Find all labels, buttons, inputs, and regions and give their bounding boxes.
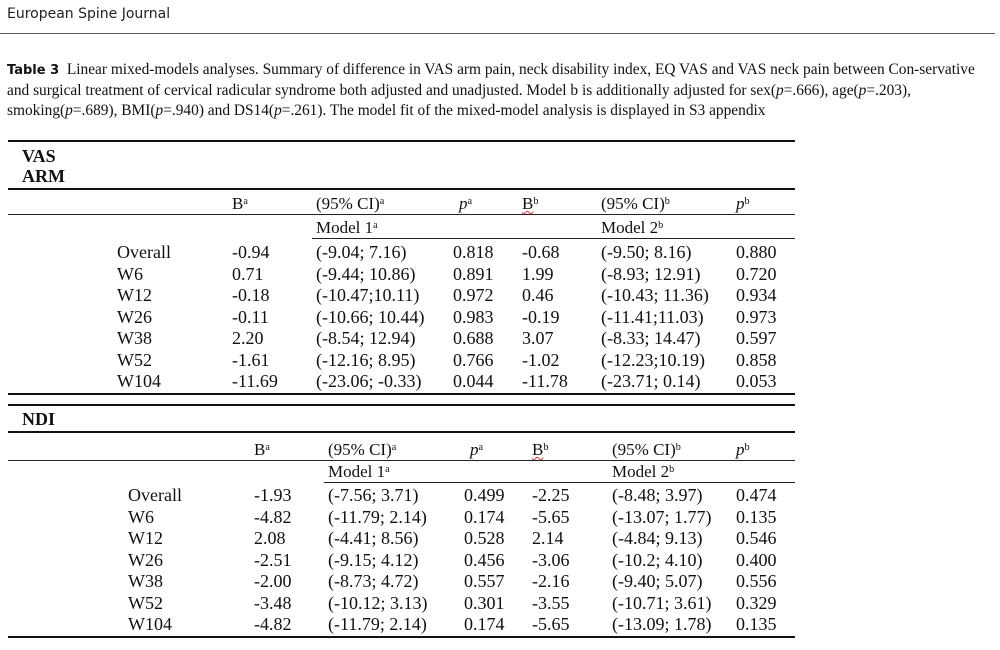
b-model2-cell: -3.55 bbox=[532, 592, 570, 613]
col-b-model1-text: B bbox=[232, 194, 244, 213]
section-title: NDI bbox=[22, 409, 56, 429]
row-label: W12 bbox=[128, 528, 163, 548]
caption-text: =.203), smoking( bbox=[7, 82, 911, 119]
ci-model1-cell: (-8.73; 4.72) bbox=[328, 571, 419, 591]
col-b-model2 bbox=[522, 194, 538, 217]
ci-model1-cell: (-9.44; 10.86) bbox=[316, 263, 416, 284]
b-model2-cell: -0.68 bbox=[522, 242, 560, 262]
p-model2-cell: 0.597 bbox=[736, 328, 777, 348]
caption-p-symbol: p bbox=[858, 82, 867, 99]
row-label: W12 bbox=[117, 285, 152, 305]
col-ci-model1-superscript: a bbox=[379, 196, 385, 208]
ci-model2-cell: (-9.50; 8.16) bbox=[601, 242, 692, 262]
col-b-model2-superscript: b bbox=[533, 196, 539, 208]
caption-text: =.940) and DS14( bbox=[163, 102, 275, 119]
p-model1-cell: 0.174 bbox=[464, 506, 505, 527]
b-model2-cell: 0.46 bbox=[522, 285, 554, 305]
ci-model1-cell: (-9.15; 4.12) bbox=[328, 549, 419, 570]
caption-p-symbol: p bbox=[65, 102, 73, 119]
p-model1-cell: 0.528 bbox=[464, 528, 505, 548]
col-p-model2-text: p bbox=[736, 194, 745, 213]
caption-text: =.689), BMI( bbox=[72, 102, 156, 119]
p-model2-cell: 0.546 bbox=[736, 528, 777, 548]
b-model1-cell: -3.48 bbox=[254, 592, 292, 613]
b-model2-cell: 2.14 bbox=[532, 528, 564, 548]
row-label: W52 bbox=[128, 592, 163, 613]
p-model2-cell: 0.135 bbox=[736, 506, 777, 527]
col-ci-model1 bbox=[316, 194, 384, 217]
b-model2-cell: -5.65 bbox=[532, 506, 570, 527]
p-model2-cell: 0.880 bbox=[736, 242, 777, 262]
ci-model1-cell: (-7.56; 3.71) bbox=[328, 485, 419, 505]
col-ci-model1 bbox=[328, 440, 396, 463]
col-b-model1-superscript: a bbox=[265, 442, 270, 454]
section-title: ARM bbox=[22, 166, 65, 186]
ci-model1-cell: (-4.41; 8.56) bbox=[328, 528, 419, 548]
p-model1-cell: 0.983 bbox=[453, 306, 494, 327]
ci-model2-cell: (-4.84; 9.13) bbox=[612, 528, 703, 548]
col-p-model1-superscript: a bbox=[467, 196, 473, 208]
row-label: W26 bbox=[128, 549, 163, 570]
model2-heading-text: Model 2 bbox=[601, 218, 659, 237]
p-model1-cell: 0.972 bbox=[453, 285, 494, 305]
caption-label: Table 3 bbox=[7, 63, 60, 78]
ci-model1-cell: (-8.54; 12.94) bbox=[316, 328, 416, 348]
b-model1-cell: -11.69 bbox=[232, 371, 278, 391]
ci-model1-cell: (-23.06; -0.33) bbox=[316, 371, 422, 391]
b-model1-cell: 2.20 bbox=[232, 328, 264, 348]
b-model2-cell: -5.65 bbox=[532, 614, 570, 634]
b-model1-cell: -0.18 bbox=[232, 285, 270, 305]
ci-model2-cell: (-8.93; 12.91) bbox=[601, 263, 701, 284]
row-label: Overall bbox=[128, 485, 182, 505]
model1-heading-text: Model 1 bbox=[328, 462, 386, 481]
b-model1-cell: -4.82 bbox=[254, 614, 292, 634]
caption-text: =.666), age( bbox=[783, 82, 859, 99]
ci-model1-cell: (-9.04; 7.16) bbox=[316, 242, 407, 262]
table-rule bbox=[8, 393, 795, 395]
p-model2-cell: 0.934 bbox=[736, 285, 777, 305]
table-rule bbox=[8, 431, 795, 433]
col-p-model2 bbox=[736, 194, 750, 217]
p-model2-cell: 0.556 bbox=[736, 571, 777, 591]
ci-model1-cell: (-12.16; 8.95) bbox=[316, 349, 416, 370]
model2-heading bbox=[612, 462, 674, 485]
b-model1-cell: 0.71 bbox=[232, 263, 264, 284]
row-label: W38 bbox=[128, 571, 163, 591]
model1-heading bbox=[316, 218, 378, 241]
row-label: W104 bbox=[128, 614, 172, 634]
ci-model1-cell: (-11.79; 2.14) bbox=[328, 614, 427, 634]
row-label: W104 bbox=[117, 371, 161, 391]
ci-model2-cell: (-23.71; 0.14) bbox=[601, 371, 701, 391]
model1-heading bbox=[328, 462, 390, 485]
b-model2-cell: -1.02 bbox=[522, 349, 560, 370]
caption-p-symbol: p bbox=[776, 82, 784, 99]
ci-model1-cell: (-10.47;10.11) bbox=[316, 285, 420, 305]
p-model1-cell: 0.044 bbox=[453, 371, 494, 391]
col-p-model2-superscript: b bbox=[744, 196, 750, 208]
p-model1-cell: 0.174 bbox=[464, 614, 505, 634]
table-rule bbox=[8, 140, 795, 142]
ci-model1-cell: (-11.79; 2.14) bbox=[328, 506, 427, 527]
model2-heading-text: Model 2 bbox=[612, 462, 670, 481]
row-label: Overall bbox=[117, 242, 171, 262]
model1-heading-superscript: a bbox=[385, 464, 390, 476]
journal-name: European Spine Journal bbox=[7, 6, 171, 22]
ci-model2-cell: (-10.43; 11.36) bbox=[601, 285, 709, 305]
col-p-model2-superscript: b bbox=[744, 442, 750, 454]
ci-model2-cell: (-12.23;10.19) bbox=[601, 349, 705, 370]
b-model1-cell: 2.08 bbox=[254, 528, 286, 548]
col-ci-model2-superscript: b bbox=[664, 196, 670, 208]
p-model2-cell: 0.858 bbox=[736, 349, 777, 370]
row-label: W6 bbox=[117, 263, 143, 284]
ci-model2-cell: (-10.71; 3.61) bbox=[612, 592, 712, 613]
model2-heading-superscript: b bbox=[669, 464, 675, 476]
section-title: VAS bbox=[22, 146, 56, 166]
col-b-model2-text: B bbox=[522, 194, 534, 213]
b-model1-cell: -1.61 bbox=[232, 349, 270, 370]
col-b-model2-superscript: b bbox=[543, 442, 549, 454]
table-rule bbox=[312, 238, 795, 239]
p-model1-cell: 0.688 bbox=[453, 328, 494, 348]
ci-model2-cell: (-9.40; 5.07) bbox=[612, 571, 703, 591]
caption-p-symbol: p bbox=[274, 102, 282, 119]
p-model1-cell: 0.499 bbox=[464, 485, 505, 505]
p-model1-cell: 0.891 bbox=[453, 263, 494, 284]
col-ci-model2 bbox=[601, 194, 670, 217]
p-model1-cell: 0.301 bbox=[464, 592, 505, 613]
b-model2-cell: -0.19 bbox=[522, 306, 560, 327]
ci-model1-cell: (-10.66; 10.44) bbox=[316, 306, 425, 327]
table-rule bbox=[324, 482, 795, 483]
ci-model2-cell: (-10.2; 4.10) bbox=[612, 549, 703, 570]
col-ci-model2-text: (95% CI) bbox=[612, 440, 676, 459]
table-rule bbox=[8, 404, 795, 406]
ci-model2-cell: (-13.07; 1.77) bbox=[612, 506, 712, 527]
col-p-model1 bbox=[459, 194, 472, 217]
p-model2-cell: 0.053 bbox=[736, 371, 777, 391]
model2-heading bbox=[601, 218, 663, 241]
p-model2-cell: 0.329 bbox=[736, 592, 777, 613]
b-model1-cell: -2.51 bbox=[254, 549, 292, 570]
col-b-model1 bbox=[232, 194, 248, 217]
caption-text: =.261). The model fit of the mixed-model analysis is displayed in S3 appendix bbox=[281, 102, 766, 119]
col-b-model1-superscript: a bbox=[243, 196, 248, 208]
model2-heading-superscript: b bbox=[658, 220, 664, 232]
b-model1-cell: -0.11 bbox=[232, 306, 269, 327]
col-b-model1-text: B bbox=[254, 440, 266, 459]
p-model2-cell: 0.400 bbox=[736, 549, 777, 570]
p-model1-cell: 0.456 bbox=[464, 549, 505, 570]
col-p-model2 bbox=[736, 440, 750, 463]
caption-p-symbol: p bbox=[155, 102, 164, 119]
col-p-model1 bbox=[470, 440, 483, 463]
p-model1-cell: 0.818 bbox=[453, 242, 494, 262]
model1-heading-text: Model 1 bbox=[316, 218, 374, 237]
col-b-model2-text: B bbox=[532, 440, 544, 459]
table-rule bbox=[8, 188, 795, 190]
col-b-model2 bbox=[532, 440, 548, 463]
model1-heading-superscript: a bbox=[373, 220, 378, 232]
b-model2-cell: -2.16 bbox=[532, 571, 570, 591]
ci-model2-cell: (-11.41;11.03) bbox=[601, 306, 704, 327]
col-ci-model2-superscript: b bbox=[675, 442, 681, 454]
p-model2-cell: 0.720 bbox=[736, 263, 777, 284]
ci-model2-cell: (-8.48; 3.97) bbox=[612, 485, 703, 505]
col-ci-model1-text: (95% CI) bbox=[316, 194, 380, 213]
col-ci-model1-text: (95% CI) bbox=[328, 440, 392, 459]
ci-model1-cell: (-10.12; 3.13) bbox=[328, 592, 428, 613]
col-p-model1-text: p bbox=[459, 194, 468, 213]
p-model2-cell: 0.474 bbox=[736, 485, 777, 505]
b-model2-cell: -3.06 bbox=[532, 549, 570, 570]
ci-model2-cell: (-8.33; 14.47) bbox=[601, 328, 701, 348]
row-label: W52 bbox=[117, 349, 152, 370]
b-model2-cell: 3.07 bbox=[522, 328, 554, 348]
b-model2-cell: 1.99 bbox=[522, 263, 554, 284]
col-p-model1-text: p bbox=[470, 440, 479, 459]
row-label: W38 bbox=[117, 328, 152, 348]
col-ci-model2 bbox=[612, 440, 681, 463]
table-caption bbox=[7, 60, 992, 121]
b-model1-cell: -0.94 bbox=[232, 242, 270, 262]
p-model1-cell: 0.766 bbox=[453, 349, 494, 370]
b-model2-cell: -2.25 bbox=[532, 485, 570, 505]
b-model1-cell: -1.93 bbox=[254, 485, 292, 505]
col-p-model2-text: p bbox=[736, 440, 745, 459]
p-model2-cell: 0.973 bbox=[736, 306, 777, 327]
col-b-model1 bbox=[254, 440, 270, 463]
col-ci-model2-text: (95% CI) bbox=[601, 194, 665, 213]
caption-text: Linear mixed-models analyses. Summary of difference in VAS arm pain, neck disability index, EQ VAS and VAS neck pain between Con-servative and surgical treatment of cervical radicular syndrome both adjusted and unadjusted. Model b is additionally adjusted for sex( bbox=[7, 61, 975, 99]
header-rule bbox=[0, 33, 995, 34]
p-model2-cell: 0.135 bbox=[736, 614, 777, 634]
row-label: W26 bbox=[117, 306, 152, 327]
b-model1-cell: -4.82 bbox=[254, 506, 292, 527]
b-model1-cell: -2.00 bbox=[254, 571, 292, 591]
table-rule bbox=[8, 636, 795, 638]
col-p-model1-superscript: a bbox=[478, 442, 484, 454]
row-label: W6 bbox=[128, 506, 154, 527]
p-model1-cell: 0.557 bbox=[464, 571, 505, 591]
col-ci-model1-superscript: a bbox=[391, 442, 397, 454]
table-rule bbox=[8, 214, 795, 215]
b-model2-cell: -11.78 bbox=[522, 371, 568, 391]
ci-model2-cell: (-13.09; 1.78) bbox=[612, 614, 712, 634]
